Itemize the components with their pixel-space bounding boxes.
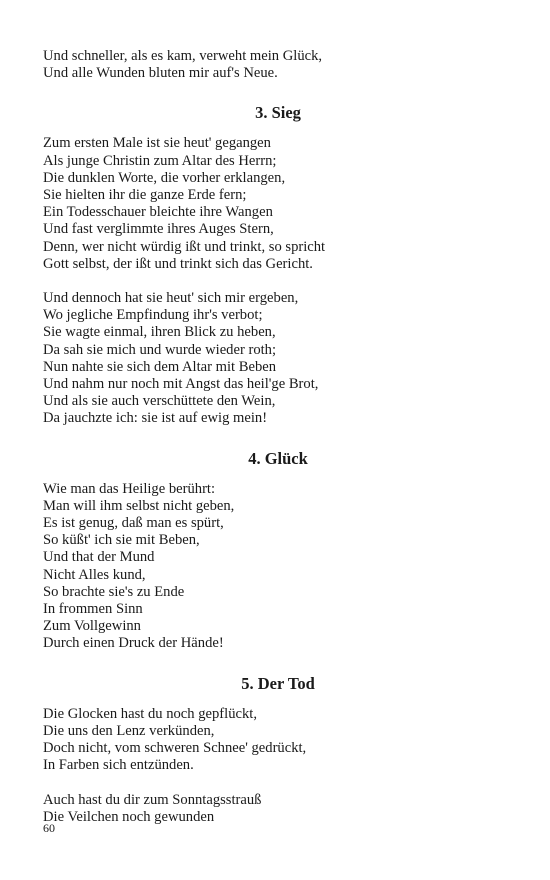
stanza-gap: [43, 273, 513, 290]
section-heading: 4. Glück: [248, 448, 308, 468]
stanza: [43, 48, 513, 82]
verse-line: Als junge Christin zum Altar des Herrn;: [43, 152, 277, 169]
poem-section: [43, 48, 513, 82]
verse-line: Doch nicht, vom schweren Schnee' gedrückt,: [43, 740, 307, 757]
verse-line: Nun nahte sie sich dem Altar mit Beben: [43, 358, 277, 375]
section-heading: 3. Sieg: [255, 103, 301, 123]
verse-line: Durch einen Druck der Hände!: [43, 635, 224, 652]
poem-section: [43, 449, 513, 653]
verse-line: Wo jegliche Empfindung ihr's verbot;: [43, 307, 263, 324]
poem-section: [43, 674, 513, 826]
verse-line: Da sah sie mich und wurde wieder roth;: [43, 341, 277, 358]
verse-line: In Farben sich entzünden.: [43, 757, 194, 774]
stanza: [43, 135, 513, 273]
verse-line: Zum ersten Male ist sie heut' gegangen: [43, 135, 271, 152]
verse-line: Die dunklen Worte, die vorher erklangen,: [43, 169, 286, 186]
verse-line: Wie man das Heilige berührt:: [43, 480, 216, 497]
verse-line: Man will ihm selbst nicht geben,: [43, 497, 235, 514]
verse-line: Und nahm nur noch mit Angst das heil'ge Brot,: [43, 376, 319, 393]
verse-line: Da jauchzte ich: sie ist auf ewig mein!: [43, 410, 268, 427]
verse-line: Sie hielten ihr die ganze Erde fern;: [43, 187, 247, 204]
stanza: [43, 290, 513, 428]
verse-line: Auch hast du dir zum Sonntagsstrauß: [43, 791, 262, 808]
verse-line: Denn, wer nicht würdig ißt und trinkt, so spricht: [43, 238, 326, 255]
verse-line: Und that der Mund: [43, 549, 155, 566]
verse-line: Und alle Wunden bluten mir auf's Neue.: [43, 65, 278, 82]
verse-line: Die Veilchen noch gewunden: [43, 808, 215, 825]
verse-line: So brachte sie's zu Ende: [43, 583, 185, 600]
verse-line: Und dennoch hat sie heut' sich mir ergeben,: [43, 290, 299, 307]
page-number: 60: [43, 821, 55, 835]
verse-line: Und fast verglimmte ihres Auges Stern,: [43, 221, 274, 238]
verse-line: Nicht Alles kund,: [43, 566, 146, 583]
stanza-gap: [43, 775, 513, 792]
verse-line: Und schneller, als es kam, verweht mein Glück,: [43, 48, 323, 64]
verse-line: Es ist genug, daß man es spürt,: [43, 515, 224, 532]
verse-line: Die Glocken hast du noch gepflückt,: [43, 705, 257, 722]
stanza: [43, 481, 513, 653]
verse-line: Zum Vollgewinn: [43, 618, 141, 635]
verse-line: Gott selbst, der ißt und trinkt sich das Gericht.: [43, 255, 313, 272]
verse-line: Und als sie auch verschüttete den Wein,: [43, 393, 276, 410]
verse-line: Die uns den Lenz verkünden,: [43, 722, 215, 739]
stanza: [43, 792, 513, 826]
verse-line: Sie wagte einmal, ihren Blick zu heben,: [43, 324, 276, 341]
poem-page: [43, 48, 513, 826]
verse-line: In frommen Sinn: [43, 601, 143, 618]
verse-line: So küßt' ich sie mit Beben,: [43, 532, 200, 549]
poem-section: [43, 103, 513, 427]
stanza: [43, 706, 513, 775]
section-heading: 5. Der Tod: [241, 673, 315, 693]
verse-line: Ein Todesschauer bleichte ihre Wangen: [43, 204, 273, 221]
